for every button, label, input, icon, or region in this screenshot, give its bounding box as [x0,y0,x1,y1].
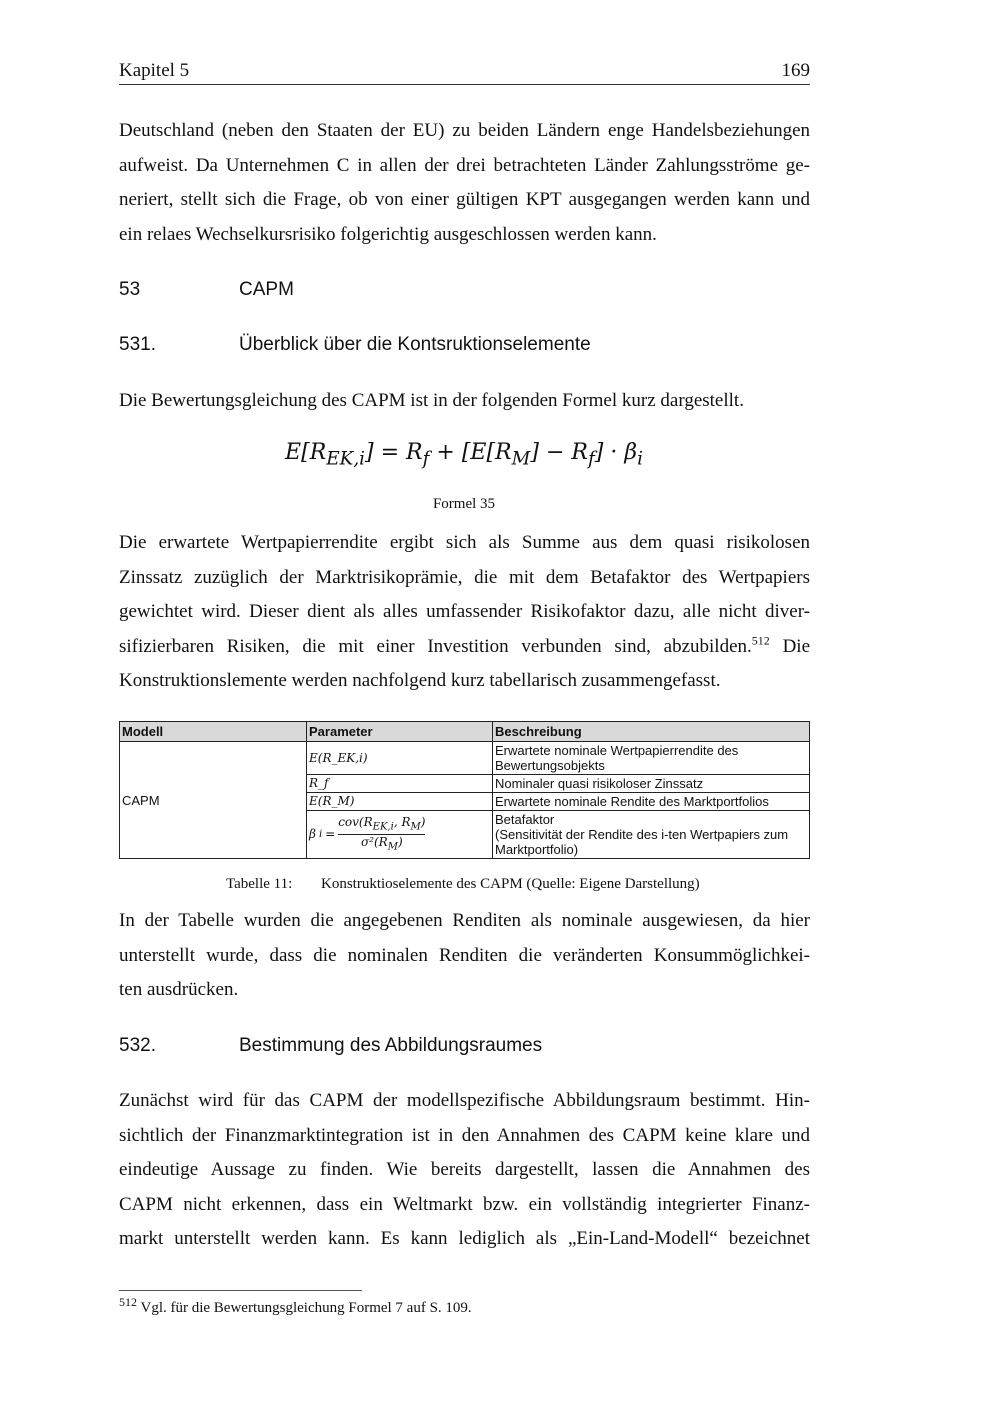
chapter-label: Kapitel 5 [119,60,190,81]
section-heading-53 [119,279,294,301]
parameter-cell: β i = $cov(R_{EK,i}$, $R_M$) $\sigma^2(R_M)$ [307,811,493,859]
desc-line: Bewertungsobjekts [495,758,605,773]
parameter-cell: R_f [307,775,493,793]
text-line: markt unterstellt werden kann. Es kann lediglich als „Ein-Land-Modell“ bezeichnet [119,1228,810,1250]
table-header-row [120,722,810,742]
text-span: sifizierbaren Risiken, die mit einer Investition verbunden sind, abzubilden. [119,635,752,657]
text-line: Konstruktionslemente werden nachfolgend kurz tabellarisch zusammengefasst. [119,670,721,692]
page-header [119,60,810,85]
text-line: In der Tabelle wurden die angegebenen Renditen als nominale ausgewiesen, da hier [119,910,810,931]
text-line: Deutschland (neben den Staaten der EU) zu beiden Ländern enge Handelsbeziehungen [119,120,810,141]
section-heading-532 [119,1035,542,1057]
heading-title: CAPM [239,279,294,300]
footnote-number: 512 [119,1295,137,1309]
text-span: Die [782,635,811,657]
text-line: ein relaes Wechselkursrisiko folgerichtig ausgeschlossen werden kann. [119,223,657,245]
heading-number: 532. [119,1035,156,1056]
column-header: Modell [120,722,307,742]
caption-label: Tabelle 11: [226,876,293,892]
heading-number: 53 [119,279,141,300]
footnote-divider [119,1290,362,1291]
text-line: Die Bewertungsgleichung des CAPM ist in der folgenden Formel kurz dargestellt. [119,390,744,411]
heading-number: 531. [119,334,156,355]
footnote-text: Vgl. für die Bewertungsgleichung Formel 7 auf S. 109. [140,1300,472,1316]
text-line: CAPM nicht erkennen, dass ein Weltmarkt bzw. ein vollständig integrierter Finanz- [119,1193,810,1215]
capm-table [119,721,810,859]
heading-title: Bestimmung des Abbildungsraumes [239,1035,543,1056]
text-line: Die erwartete Wertpapierrendite ergibt sich als Summe aus dem quasi risikolosen [119,532,810,553]
section-heading-531 [119,334,591,356]
text-line: unterstellt wurde, dass die nominalen Renditen die veränderten Konsummöglichkei- [119,944,810,966]
capm-formula: $E[R_{EK,i}] = R_f + [E[R_M] - R_f] \cdot \beta_i$ [285,440,643,470]
page-number: 169 [781,60,810,81]
text-line: sichtlich der Finanzmarktintegration ist in den Annahmen des CAPM keine klare und [119,1124,810,1146]
column-header: Parameter [307,722,493,742]
formula-caption: Formel 35 [432,496,496,512]
description-cell: Erwartete nominale Rendite des Marktportfolios [493,793,810,811]
desc-line: Betafaktor [495,812,555,827]
paragraph-1 [119,114,810,252]
paragraph-3 [119,526,810,699]
text-line [119,630,810,665]
parameter-cell: E(R_EK,i) [307,742,493,775]
paragraph-4 [119,904,810,1008]
text-line: gewichtet wird. Dieser dient als alles umfassender Risikofaktor dazu, alle nicht diver- [119,601,810,623]
footnote [119,1295,472,1317]
paragraph-5 [119,1084,810,1257]
heading-title: Überblick über die Kontsruktionselemente [239,334,591,355]
text-line: Zunächst wird für das CAPM der modellspezifische Abbildungsraum bestimmt. Hin- [119,1090,810,1111]
text-line: eindeutige Aussage zu finden. Wie bereits dargestellt, lassen die Annahmen des [119,1159,810,1181]
table-caption [226,876,700,893]
description-cell [493,811,810,859]
text-line: aufweist. Da Unternehmen C in allen der drei betrachteten Länder Zahlungsströme ge- [119,154,810,176]
desc-line: Erwartete nominale Wertpapierrendite des [495,743,739,758]
model-cell: CAPM [120,742,307,859]
text-line: Zinssatz zuzüglich der Marktrisikoprämie, die mit dem Betafaktor des Wertpapiers [119,566,810,588]
desc-line: (Sensitivität der Rendite des i-ten Wertpapiers zum [495,827,789,842]
caption-text: Konstruktioselemente des CAPM (Quelle: Eigene Darstellung) [321,876,700,892]
description-cell: Nominaler quasi risikoloser Zinssatz [493,775,810,793]
desc-line: Marktportfolio) [495,842,579,857]
text-line: neriert, stellt sich die Frage, ob von einer gültigen KPT ausgegangen werden kann und [119,189,810,211]
description-cell [493,742,810,775]
parameter-cell: E(R_M) [307,793,493,811]
column-header: Beschreibung [493,722,810,742]
paragraph-2 [119,384,810,419]
table-row [120,742,810,775]
text-line: ten ausdrücken. [119,979,239,1001]
footnote-ref[interactable]: 512 [751,633,770,648]
